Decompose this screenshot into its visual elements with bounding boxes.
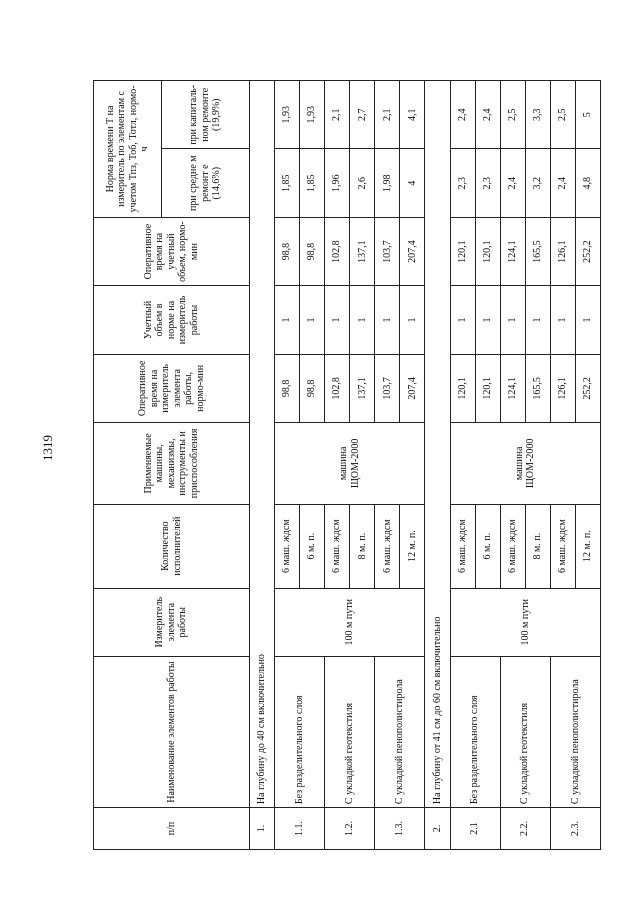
norm-mid-cell: 1,85: [275, 149, 300, 217]
section-num: 1.: [250, 808, 275, 850]
norm-cap-cell: 2,4: [475, 81, 500, 150]
row-name: Без разделительного слоя: [450, 656, 500, 807]
op-total-cell: 137,1: [350, 217, 375, 285]
op-time-cell: 137,1: [350, 354, 375, 422]
row-name: С укладкой геотекстиля: [325, 656, 375, 807]
workers-cell: 6 маш. ждсм: [375, 504, 400, 588]
norm-mid-cell: 4: [400, 149, 425, 217]
norm-cap-cell: 2,4: [450, 81, 475, 150]
header-norm-mid: при средне м ремонт е (14,6%): [162, 149, 250, 217]
count-cell: 1: [475, 286, 500, 354]
count-cell: 1: [350, 286, 375, 354]
header-name: Наименование элементов работы: [94, 656, 250, 807]
section-title: На глубину от 41 см до 60 см включительно: [425, 81, 450, 808]
header-workers: Количество исполнителей: [94, 504, 250, 588]
op-total-cell: 124,1: [500, 217, 525, 285]
op-time-cell: 103,7: [375, 354, 400, 422]
norm-cap-cell: 2,5: [500, 81, 525, 150]
section-row: [425, 81, 450, 850]
count-cell: 1: [375, 286, 400, 354]
header-op-time: Оперативное время на измеритель элемента работы, нормо-мин: [94, 354, 250, 422]
op-total-cell: 126,1: [550, 217, 575, 285]
op-total-cell: 252,2: [575, 217, 600, 285]
meter-cell: 100 м пути: [450, 588, 601, 656]
table-body: [250, 81, 601, 850]
count-cell: 1: [325, 286, 350, 354]
norm-cap-cell: 2,5: [550, 81, 575, 150]
header-machines: Применяемые машины, механизмы, инструменты и приспособления: [94, 423, 250, 505]
count-cell: 1: [575, 286, 600, 354]
workers-cell: 6 маш. ждсм: [450, 504, 475, 588]
header-norm: Норма времени Т на измеритель по элементам с учетом Тпз, Тоб, Тотл, нормо-ч: [94, 81, 162, 218]
workers-cell: 8 м. п.: [350, 504, 375, 588]
norm-cap-cell: 2,1: [375, 81, 400, 150]
count-cell: 1: [500, 286, 525, 354]
page-number: 1319: [40, 435, 55, 461]
row-name: С укладкой пенополистирола: [375, 656, 425, 807]
op-time-cell: 126,1: [550, 354, 575, 422]
norm-mid-cell: 2,4: [550, 149, 575, 217]
op-total-cell: 103,7: [375, 217, 400, 285]
norm-cap-cell: 3,3: [525, 81, 550, 150]
op-total-cell: 207,4: [400, 217, 425, 285]
workers-cell: 6 маш. ждсм: [550, 504, 575, 588]
table-row: [450, 81, 475, 850]
op-time-cell: 120,1: [450, 354, 475, 422]
meter-cell: 100 м пути: [275, 588, 425, 656]
norm-cap-cell: 4,1: [400, 81, 425, 150]
norm-mid-cell: 1,85: [300, 149, 325, 217]
header-op-time-total: Оперативное время на учетный объем, нормо-мин: [94, 217, 250, 285]
section-title: На глубину до 40 см включительно: [250, 81, 275, 808]
count-cell: 1: [450, 286, 475, 354]
norm-mid-cell: 1,98: [375, 149, 400, 217]
op-time-cell: 102,8: [325, 354, 350, 422]
row-num: 1.2.: [325, 808, 375, 850]
machine-cell: машина ЩОМ-2000: [275, 423, 425, 505]
workers-cell: 6 м. п.: [300, 504, 325, 588]
workers-cell: 6 маш. ждсм: [275, 504, 300, 588]
op-time-cell: 98,8: [275, 354, 300, 422]
norm-cap-cell: 5: [575, 81, 600, 150]
op-total-cell: 165,5: [525, 217, 550, 285]
row-name: С укладкой пенополистирола: [550, 656, 600, 807]
norm-cap-cell: 1,93: [300, 81, 325, 150]
header-norm-cap: при капиталь-ном ремонте (19,9%): [162, 81, 250, 150]
workers-cell: 6 маш. ждсм: [500, 504, 525, 588]
count-cell: 1: [275, 286, 300, 354]
workers-cell: 12 м. п.: [400, 504, 425, 588]
row-num: 2.2.: [500, 808, 550, 850]
op-time-cell: 124,1: [500, 354, 525, 422]
op-time-cell: 120,1: [475, 354, 500, 422]
workers-cell: 8 м. п.: [525, 504, 550, 588]
norm-mid-cell: 2,6: [350, 149, 375, 217]
rotated-table-wrapper: [93, 80, 601, 850]
norm-mid-cell: 2,4: [500, 149, 525, 217]
op-time-cell: 252,2: [575, 354, 600, 422]
op-total-cell: 98,8: [300, 217, 325, 285]
table-header: [94, 81, 250, 850]
row-num: 1.3.: [375, 808, 425, 850]
norm-cap-cell: 2,7: [350, 81, 375, 150]
norm-cap-cell: 1,93: [275, 81, 300, 150]
norm-mid-cell: 2,3: [475, 149, 500, 217]
table-row: [275, 81, 300, 850]
workers-cell: 12 м. п.: [575, 504, 600, 588]
section-num: 2.: [425, 808, 450, 850]
machine-cell: машина ЩОМ-2000: [450, 423, 601, 505]
header-count: Учетный объем в норме на измеритель работы: [94, 286, 250, 354]
op-time-cell: 98,8: [300, 354, 325, 422]
header-meter: Измеритель элемента работы: [94, 588, 250, 656]
count-cell: 1: [400, 286, 425, 354]
row-num: 2.3.: [550, 808, 600, 850]
op-time-cell: 207,4: [400, 354, 425, 422]
section-row: [250, 81, 275, 850]
row-num: 2.1: [450, 808, 500, 850]
norm-mid-cell: 2,3: [450, 149, 475, 217]
count-cell: 1: [525, 286, 550, 354]
norm-mid-cell: 3,2: [525, 149, 550, 217]
op-total-cell: 120,1: [450, 217, 475, 285]
norm-mid-cell: 1,96: [325, 149, 350, 217]
count-cell: 1: [550, 286, 575, 354]
norm-mid-cell: 4,8: [575, 149, 600, 217]
norms-table: [93, 80, 601, 850]
op-total-cell: 102,8: [325, 217, 350, 285]
row-num: 1.1.: [275, 808, 325, 850]
op-total-cell: 120,1: [475, 217, 500, 285]
workers-cell: 6 м. п.: [475, 504, 500, 588]
workers-cell: 6 маш. ждсм: [325, 504, 350, 588]
norm-cap-cell: 2,1: [325, 81, 350, 150]
count-cell: 1: [300, 286, 325, 354]
row-name: С укладкой геотекстиля: [500, 656, 550, 807]
header-num: п/п: [94, 808, 250, 850]
op-total-cell: 98,8: [275, 217, 300, 285]
row-name: Без разделительного слоя: [275, 656, 325, 807]
op-time-cell: 165,5: [525, 354, 550, 422]
